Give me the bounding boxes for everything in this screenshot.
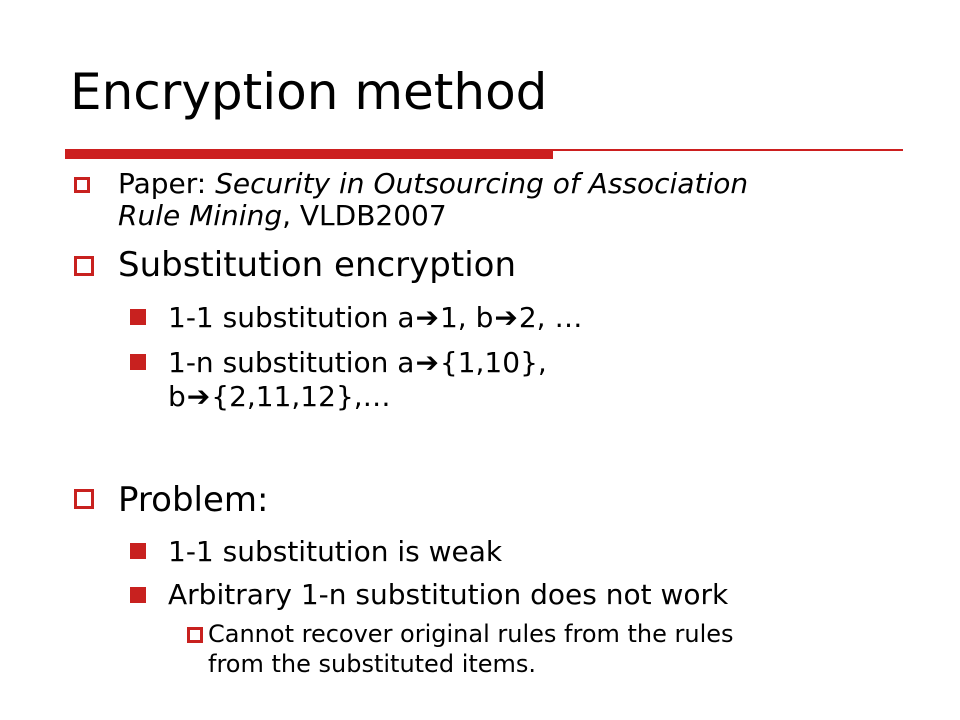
slide-title: Encryption method	[70, 63, 548, 121]
filled-square-bullet-icon	[130, 354, 146, 370]
hollow-square-bullet-icon	[74, 489, 94, 509]
problem-subitem-line2: from the substituted items.	[208, 650, 537, 678]
filled-square-bullet-icon	[130, 587, 146, 603]
paper-title-cont: Rule Mining	[118, 199, 283, 232]
arrow-icon: ➔	[494, 301, 518, 334]
problem-heading: Problem:	[118, 480, 269, 520]
arrow-icon: ➔	[186, 380, 211, 413]
problem-subitem-line1: Cannot recover original rules from the rules	[208, 620, 734, 648]
title-underline-thick	[65, 149, 553, 159]
paper-prefix: Paper:	[118, 167, 216, 200]
arrow-icon: ➔	[415, 301, 439, 334]
title-underline-thin	[553, 149, 903, 151]
hollow-square-bullet-icon	[74, 256, 94, 276]
problem-item-2: Arbitrary 1-n substitution does not work	[168, 578, 729, 611]
hollow-square-bullet-icon	[187, 627, 203, 643]
paper-venue: , VLDB2007	[282, 199, 447, 232]
paper-reference-line1	[118, 168, 748, 200]
paper-title: Security in Outsourcing of Association	[215, 167, 749, 200]
arrow-icon: ➔	[415, 346, 439, 379]
substitution-item-1: 1-1 substitution a➔1, b➔2, …	[168, 301, 583, 334]
substitution-heading: Substitution encryption	[118, 245, 516, 285]
substitution-item-2-line2: b➔{2,11,12},…	[168, 380, 391, 413]
substitution-item-2-line1: 1-n substitution a➔{1,10},	[168, 346, 547, 379]
hollow-square-bullet-icon	[74, 177, 90, 193]
filled-square-bullet-icon	[130, 543, 146, 559]
paper-reference-line2	[118, 200, 447, 232]
problem-item-1: 1-1 substitution is weak	[168, 535, 503, 568]
filled-square-bullet-icon	[130, 309, 146, 325]
